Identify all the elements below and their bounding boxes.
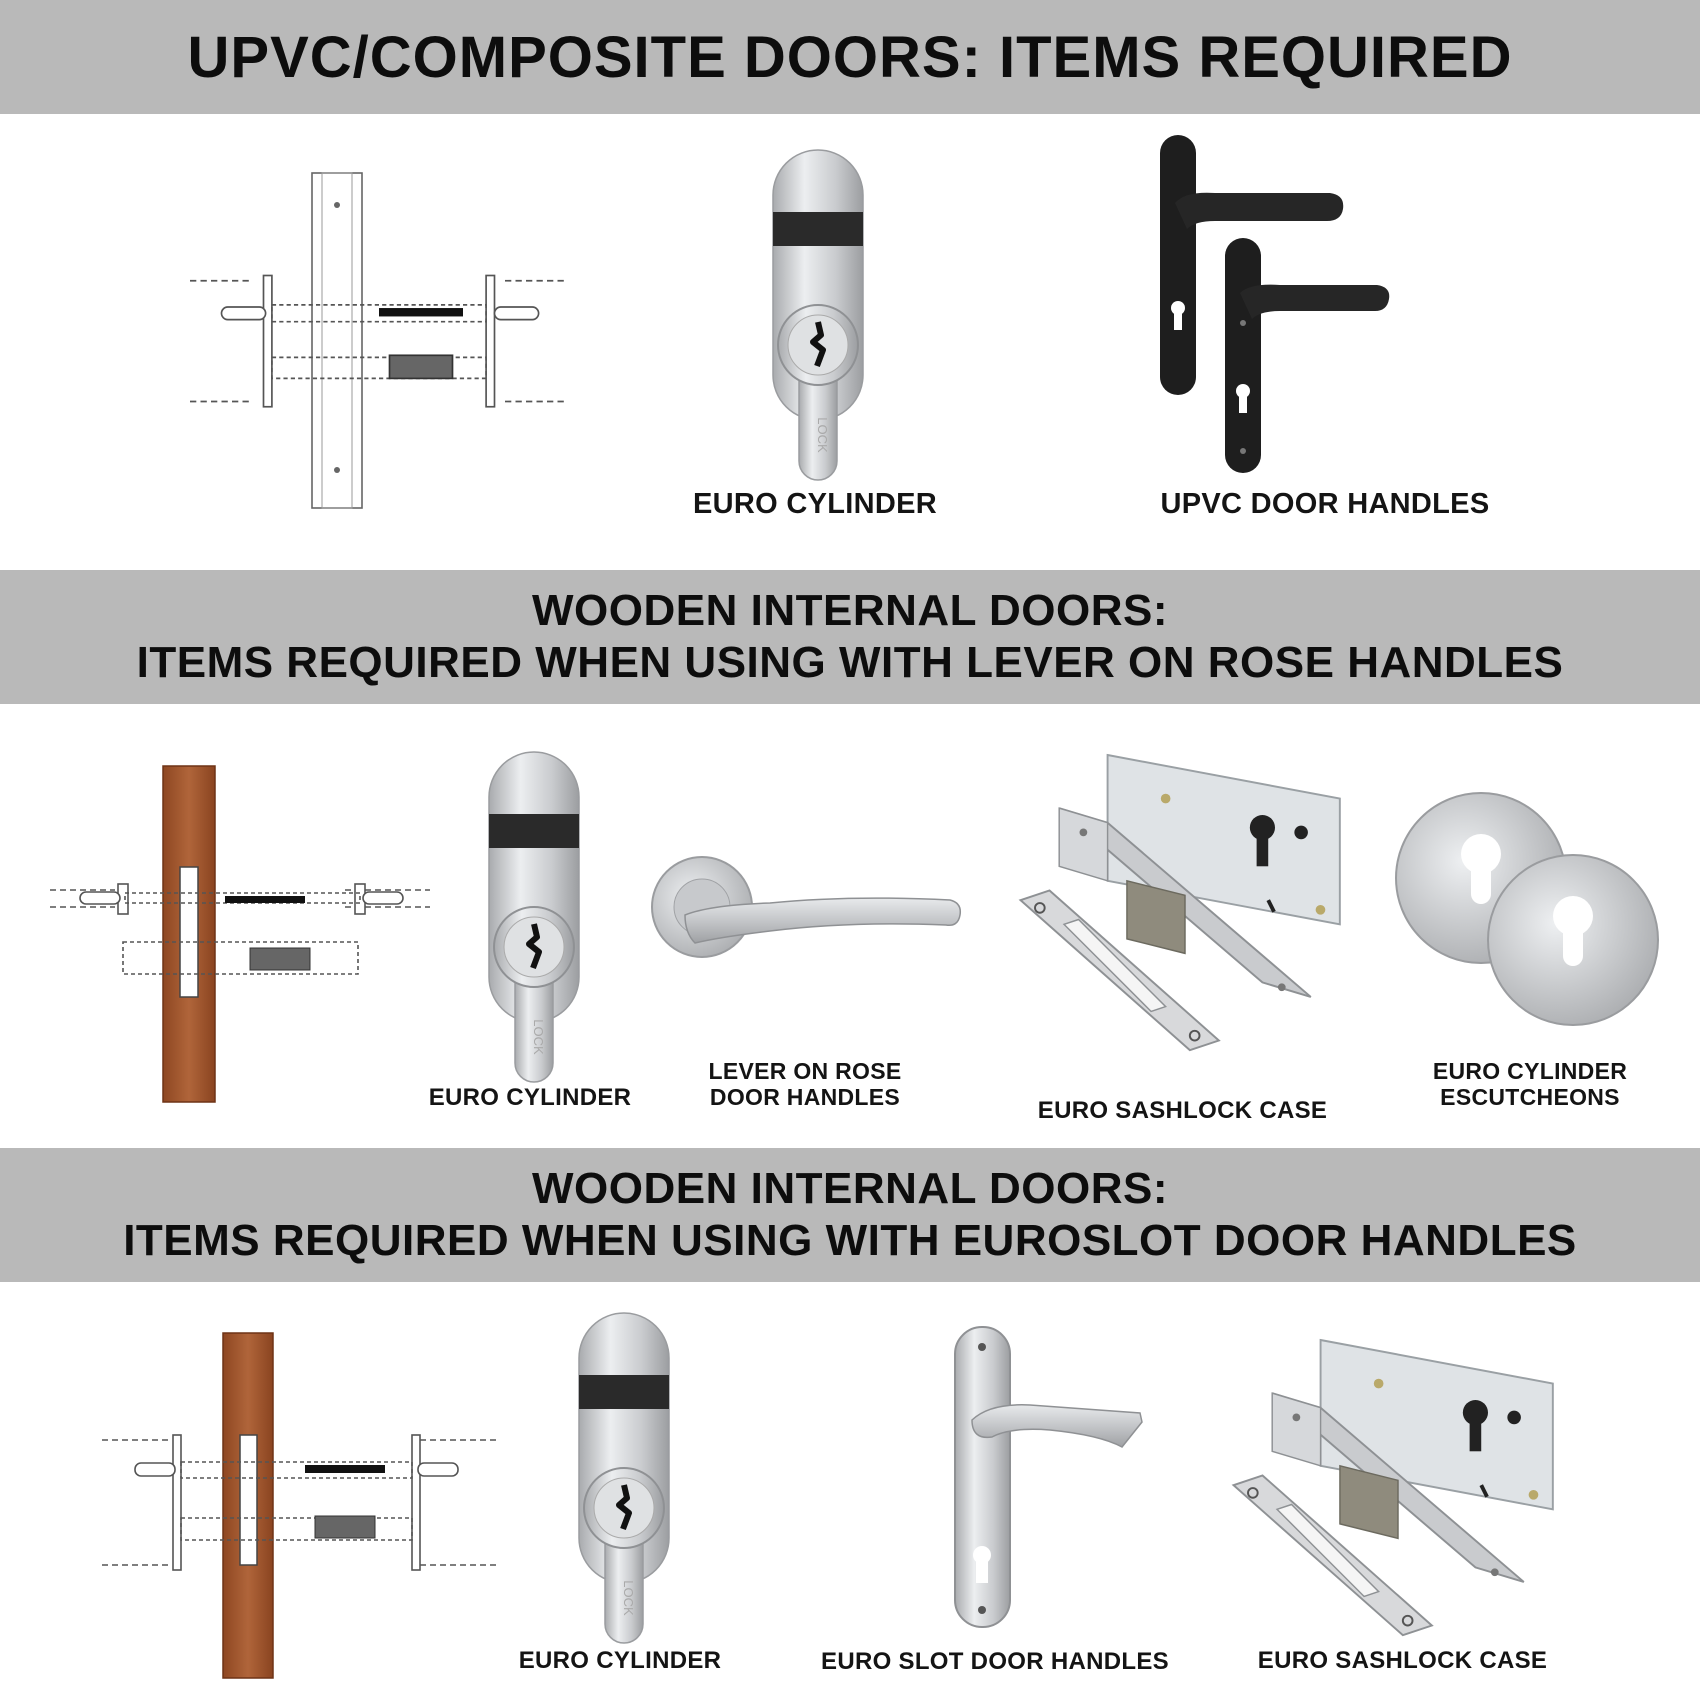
euro-sashlock-case-image: [1015, 755, 1355, 1055]
section3-header: [0, 1148, 1700, 1282]
upvc-door-diagram: [195, 170, 595, 510]
euroslot-door-diagram: [100, 1330, 500, 1680]
section3-title-line2: ITEMS REQUIRED WHEN USING WITH EUROSLOT DOOR HANDLES: [123, 1216, 1577, 1265]
upvc-door-handles-label: UPVC DOOR HANDLES: [1160, 488, 1490, 520]
section2-title-line2: ITEMS REQUIRED WHEN USING WITH LEVER ON ROSE HANDLES: [136, 638, 1564, 687]
lever-on-rose-label-line1: LEVER ON ROSE: [708, 1058, 902, 1084]
euro-sashlock-case-label-2: EURO SASHLOCK CASE: [1257, 1647, 1548, 1674]
euro-slot-door-handle-image: [950, 1325, 1150, 1630]
lever-rose-door-diagram: [45, 762, 435, 1102]
section2-header: [0, 570, 1700, 704]
upvc-door-handles-image: [1155, 133, 1395, 478]
euro-cylinder-image-3: [574, 1313, 674, 1643]
section3-title-line1: WOODEN INTERNAL DOORS:: [532, 1164, 1168, 1213]
euro-cylinder-escutcheons-image: [1393, 790, 1663, 1030]
section1-header: [0, 0, 1700, 114]
euro-sashlock-case-image-2: [1228, 1340, 1568, 1640]
euro-cylinder-label-2: EURO CYLINDER: [428, 1084, 632, 1111]
section2-title-line1: WOODEN INTERNAL DOORS:: [532, 586, 1168, 635]
euro-slot-door-handles-label: EURO SLOT DOOR HANDLES: [821, 1648, 1169, 1675]
euro-cylinder-image: [768, 150, 868, 480]
euro-sashlock-case-label: EURO SASHLOCK CASE: [1037, 1097, 1328, 1124]
lever-on-rose-label-line2: DOOR HANDLES: [709, 1084, 901, 1110]
escutcheons-label-line2: ESCUTCHEONS: [1440, 1084, 1620, 1110]
lever-on-rose-handle-image: [650, 855, 965, 965]
lever-on-rose-label: [680, 1058, 930, 1110]
euro-cylinder-escutcheons-label: [1400, 1058, 1660, 1110]
euro-cylinder-label-3: EURO CYLINDER: [518, 1647, 722, 1674]
euro-cylinder-image-2: [484, 752, 584, 1082]
euro-cylinder-label: EURO CYLINDER: [693, 488, 937, 520]
section1-title: UPVC/COMPOSITE DOORS: ITEMS REQUIRED: [187, 24, 1513, 90]
escutcheons-label-line1: EURO CYLINDER: [1432, 1058, 1628, 1084]
